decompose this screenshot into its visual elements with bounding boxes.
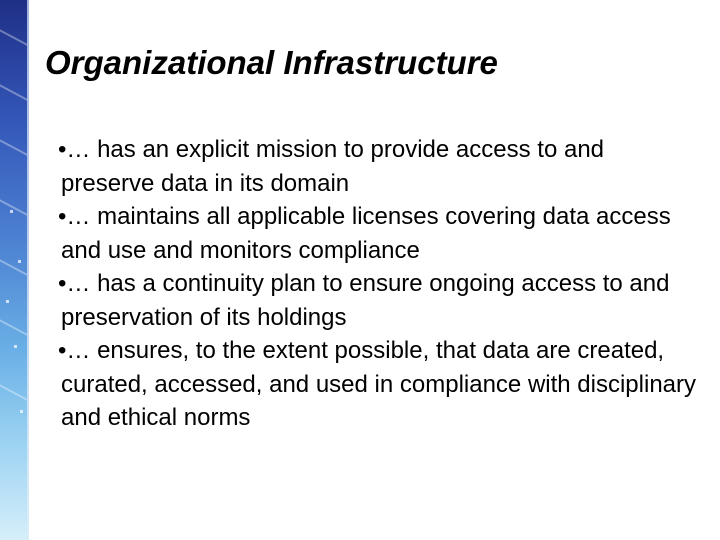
bullet-text: ensures, to the extent possible, that data are created, curated, accessed, and used in compliance with disciplinary and ethical norms — [61, 337, 697, 431]
bullet-marker: •… — [58, 270, 91, 297]
bullet-marker: •… — [58, 337, 91, 364]
bullet-list — [58, 133, 698, 435]
bullet-item — [58, 334, 698, 435]
bullet-text: maintains all applicable licenses covering data access and use and monitors compliance — [61, 203, 671, 264]
bullet-text: has an explicit mission to provide access to and preserve data in its domain — [61, 136, 605, 197]
decorative-side-band — [0, 0, 27, 540]
bullet-item — [58, 267, 698, 334]
bullet-item — [58, 200, 698, 267]
bullet-marker: •… — [58, 203, 91, 230]
bullet-text: has a continuity plan to ensure ongoing access to and preservation of its holdings — [61, 270, 670, 331]
slide-title: Organizational Infrastructure — [45, 44, 498, 81]
bullet-item — [58, 133, 698, 200]
decorative-side-edge — [27, 0, 29, 540]
bullet-marker: •… — [58, 136, 91, 163]
